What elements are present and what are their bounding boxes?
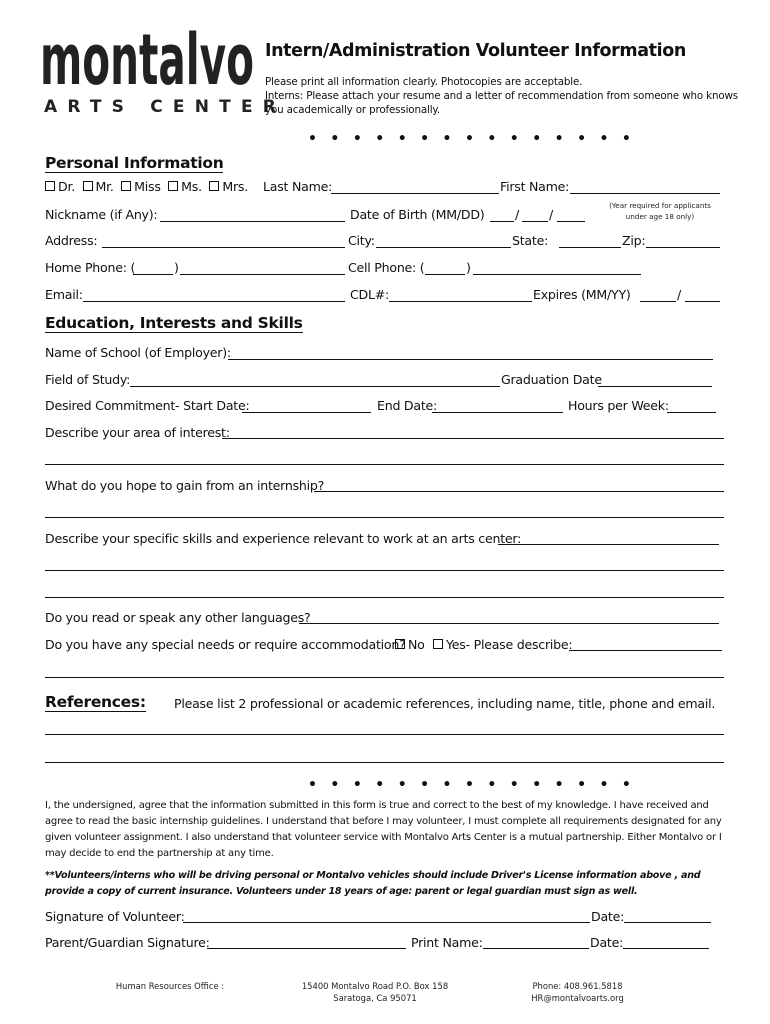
expires-year-field[interactable] <box>685 301 720 302</box>
parent-signature-field[interactable] <box>207 948 406 949</box>
dob-label: Date of Birth (MM/DD) <box>350 207 485 222</box>
volunteer-date-label: Date: <box>591 909 625 924</box>
city-field[interactable] <box>376 247 511 248</box>
checkbox-no[interactable] <box>395 639 405 649</box>
salutation-dr[interactable]: Dr. <box>45 179 75 194</box>
checkbox-yes[interactable] <box>433 639 443 649</box>
intro-line-2: Interns: Please attach your resume and a letter of recommendation from someone who knows <box>265 90 738 102</box>
salutation-mr[interactable]: Mr. <box>83 179 114 194</box>
parent-date-label: Date: <box>590 935 624 950</box>
cell-phone-area-field[interactable] <box>425 274 465 275</box>
parent-signature-label: Parent/Guardian Signature: <box>45 935 210 950</box>
special-needs-no[interactable]: No <box>395 637 425 652</box>
volunteer-signature-label: Signature of Volunteer: <box>45 909 185 924</box>
dob-day-field[interactable] <box>522 221 548 222</box>
address-label: Address: <box>45 233 98 248</box>
checkbox-dr[interactable] <box>45 181 55 191</box>
form-title: Intern/Administration Volunteer Information <box>265 41 686 61</box>
agreement-paragraph: I, the undersigned, agree that the information submitted in this form is true and correct to the best of my knowledge. I have received and agree to read the basic internship guidelines. I understand that before I may volunteer, I must complete all requirements designated for any given volunteer assignment. I also understand that volunteer service with Montalvo Arts Center is a mutual partnership. Either Montalvo or I may decide to end the partnership at any time. <box>45 800 722 859</box>
salutation-ms[interactable]: Ms. <box>168 179 202 194</box>
footer-email: HR@montalvoarts.org <box>531 993 624 1003</box>
last-name-field[interactable] <box>331 193 499 194</box>
home-phone-field[interactable] <box>180 274 345 275</box>
state-label: State: <box>512 233 549 248</box>
volunteer-signature-field[interactable] <box>183 922 590 923</box>
logo-tagline: ARTS CENTER <box>44 97 287 117</box>
dob-slash-1: / <box>515 207 519 222</box>
divider-dots-bottom: • • • • • • • • • • • • • • • <box>308 777 636 793</box>
languages-field[interactable] <box>299 623 719 624</box>
zip-label: Zip: <box>622 233 646 248</box>
cell-phone-label: Cell Phone: ( <box>348 260 425 275</box>
checkbox-mrs[interactable] <box>209 181 219 191</box>
gain-label: What do you hope to gain from an internship? <box>45 478 325 493</box>
expires-label: Expires (MM/YY) <box>533 287 631 302</box>
salutation-mrs[interactable]: Mrs. <box>209 179 248 194</box>
hours-field[interactable] <box>667 412 716 413</box>
footer-contact <box>510 980 645 1004</box>
city-label: City: <box>348 233 375 248</box>
special-needs-field[interactable] <box>569 650 722 651</box>
end-date-label: End Date: <box>377 398 438 413</box>
special-needs-field-2[interactable] <box>45 677 724 678</box>
footer-address-line-1: 15400 Montalvo Road P.O. Box 158 <box>301 981 449 991</box>
first-name-label: First Name: <box>500 179 570 194</box>
interest-label: Describe your area of interest: <box>45 425 230 440</box>
last-name-label: Last Name: <box>263 179 333 194</box>
address-field[interactable] <box>102 247 345 248</box>
field-of-study-label: Field of Study: <box>45 372 131 387</box>
divider-dots-top: • • • • • • • • • • • • • • • <box>308 131 636 147</box>
nickname-label: Nickname (if Any): <box>45 207 158 222</box>
start-date-label: Desired Commitment- Start Date: <box>45 398 250 413</box>
email-label: Email: <box>45 287 83 302</box>
dob-year-field[interactable] <box>557 221 585 222</box>
state-field[interactable] <box>559 247 621 248</box>
references-instruction: Please list 2 professional or academic references, including name, title, phone and email. <box>174 696 716 711</box>
dob-month-field[interactable] <box>490 221 514 222</box>
field-of-study-field[interactable] <box>130 386 500 387</box>
checkbox-miss[interactable] <box>121 181 131 191</box>
cdl-field[interactable] <box>389 301 532 302</box>
graduation-field[interactable] <box>598 386 712 387</box>
print-name-field[interactable] <box>483 948 589 949</box>
cell-phone-field[interactable] <box>473 274 641 275</box>
print-name-label: Print Name: <box>411 935 483 950</box>
gain-field-2[interactable] <box>45 517 724 518</box>
school-field[interactable] <box>228 359 713 360</box>
section-education-heading: Education, Interests and Skills <box>45 314 303 332</box>
skills-field-3[interactable] <box>45 597 724 598</box>
reference-1-field[interactable] <box>45 734 724 735</box>
intro-line-3: you academically or professionally. <box>265 104 441 116</box>
skills-label: Describe your specific skills and experience relevant to work at an arts center: <box>45 531 522 546</box>
start-date-field[interactable] <box>242 412 371 413</box>
expires-month-field[interactable] <box>640 301 676 302</box>
hours-label: Hours per Week: <box>568 398 669 413</box>
gain-field[interactable] <box>314 491 724 492</box>
home-phone-area-field[interactable] <box>133 274 173 275</box>
salutation-miss[interactable]: Miss <box>121 179 161 194</box>
end-date-field[interactable] <box>432 412 563 413</box>
cell-phone-paren: ) <box>466 260 471 275</box>
dob-slash-2: / <box>549 207 553 222</box>
cdl-label: CDL#: <box>350 287 390 302</box>
skills-field[interactable] <box>498 544 719 545</box>
skills-field-2[interactable] <box>45 570 724 571</box>
year-note: (Year required for applicants under age 18 only) <box>609 201 711 221</box>
special-needs-label: Do you have any special needs or require accommodation? <box>45 637 406 652</box>
interest-field[interactable] <box>222 438 724 439</box>
footer-phone: Phone: 408.961.5818 <box>532 981 623 991</box>
parent-date-field[interactable] <box>623 948 709 949</box>
languages-label: Do you read or speak any other languages? <box>45 610 311 625</box>
footer-address <box>280 980 470 1004</box>
driver-note: **Volunteers/interns who will be driving personal or Montalvo vehicles should include Driver's License information above , and provide a copy of current insurance. Volunteers under 18 years of age: parent or legal guardian must sign as well. <box>45 870 701 897</box>
intro-line-1: Please print all information clearly. Photocopies are acceptable. <box>265 76 583 88</box>
first-name-field[interactable] <box>570 193 720 194</box>
home-phone-label: Home Phone: ( <box>45 260 136 275</box>
reference-2-field[interactable] <box>45 762 724 763</box>
school-label: Name of School (of Employer): <box>45 345 231 360</box>
email-field[interactable] <box>83 301 345 302</box>
salutation-group <box>45 179 248 194</box>
home-phone-paren: ) <box>174 260 179 275</box>
checkbox-mr[interactable] <box>83 181 93 191</box>
interest-field-2[interactable] <box>45 464 724 465</box>
checkbox-ms[interactable] <box>168 181 178 191</box>
volunteer-date-field[interactable] <box>624 922 711 923</box>
expires-slash: / <box>677 287 681 302</box>
logo-wordmark: montalvo <box>40 26 255 94</box>
section-personal-heading: Personal Information <box>45 154 224 172</box>
special-needs-yes[interactable]: Yes- Please describe: <box>433 637 572 652</box>
zip-field[interactable] <box>646 247 720 248</box>
footer-office: Human Resources Office : <box>115 981 225 991</box>
graduation-label: Graduation Date <box>501 372 602 387</box>
nickname-field[interactable] <box>160 221 345 222</box>
montalvo-logo <box>40 26 256 94</box>
footer-address-line-2: Saratoga, Ca 95071 <box>333 993 417 1003</box>
section-references-heading: References: <box>45 693 146 711</box>
